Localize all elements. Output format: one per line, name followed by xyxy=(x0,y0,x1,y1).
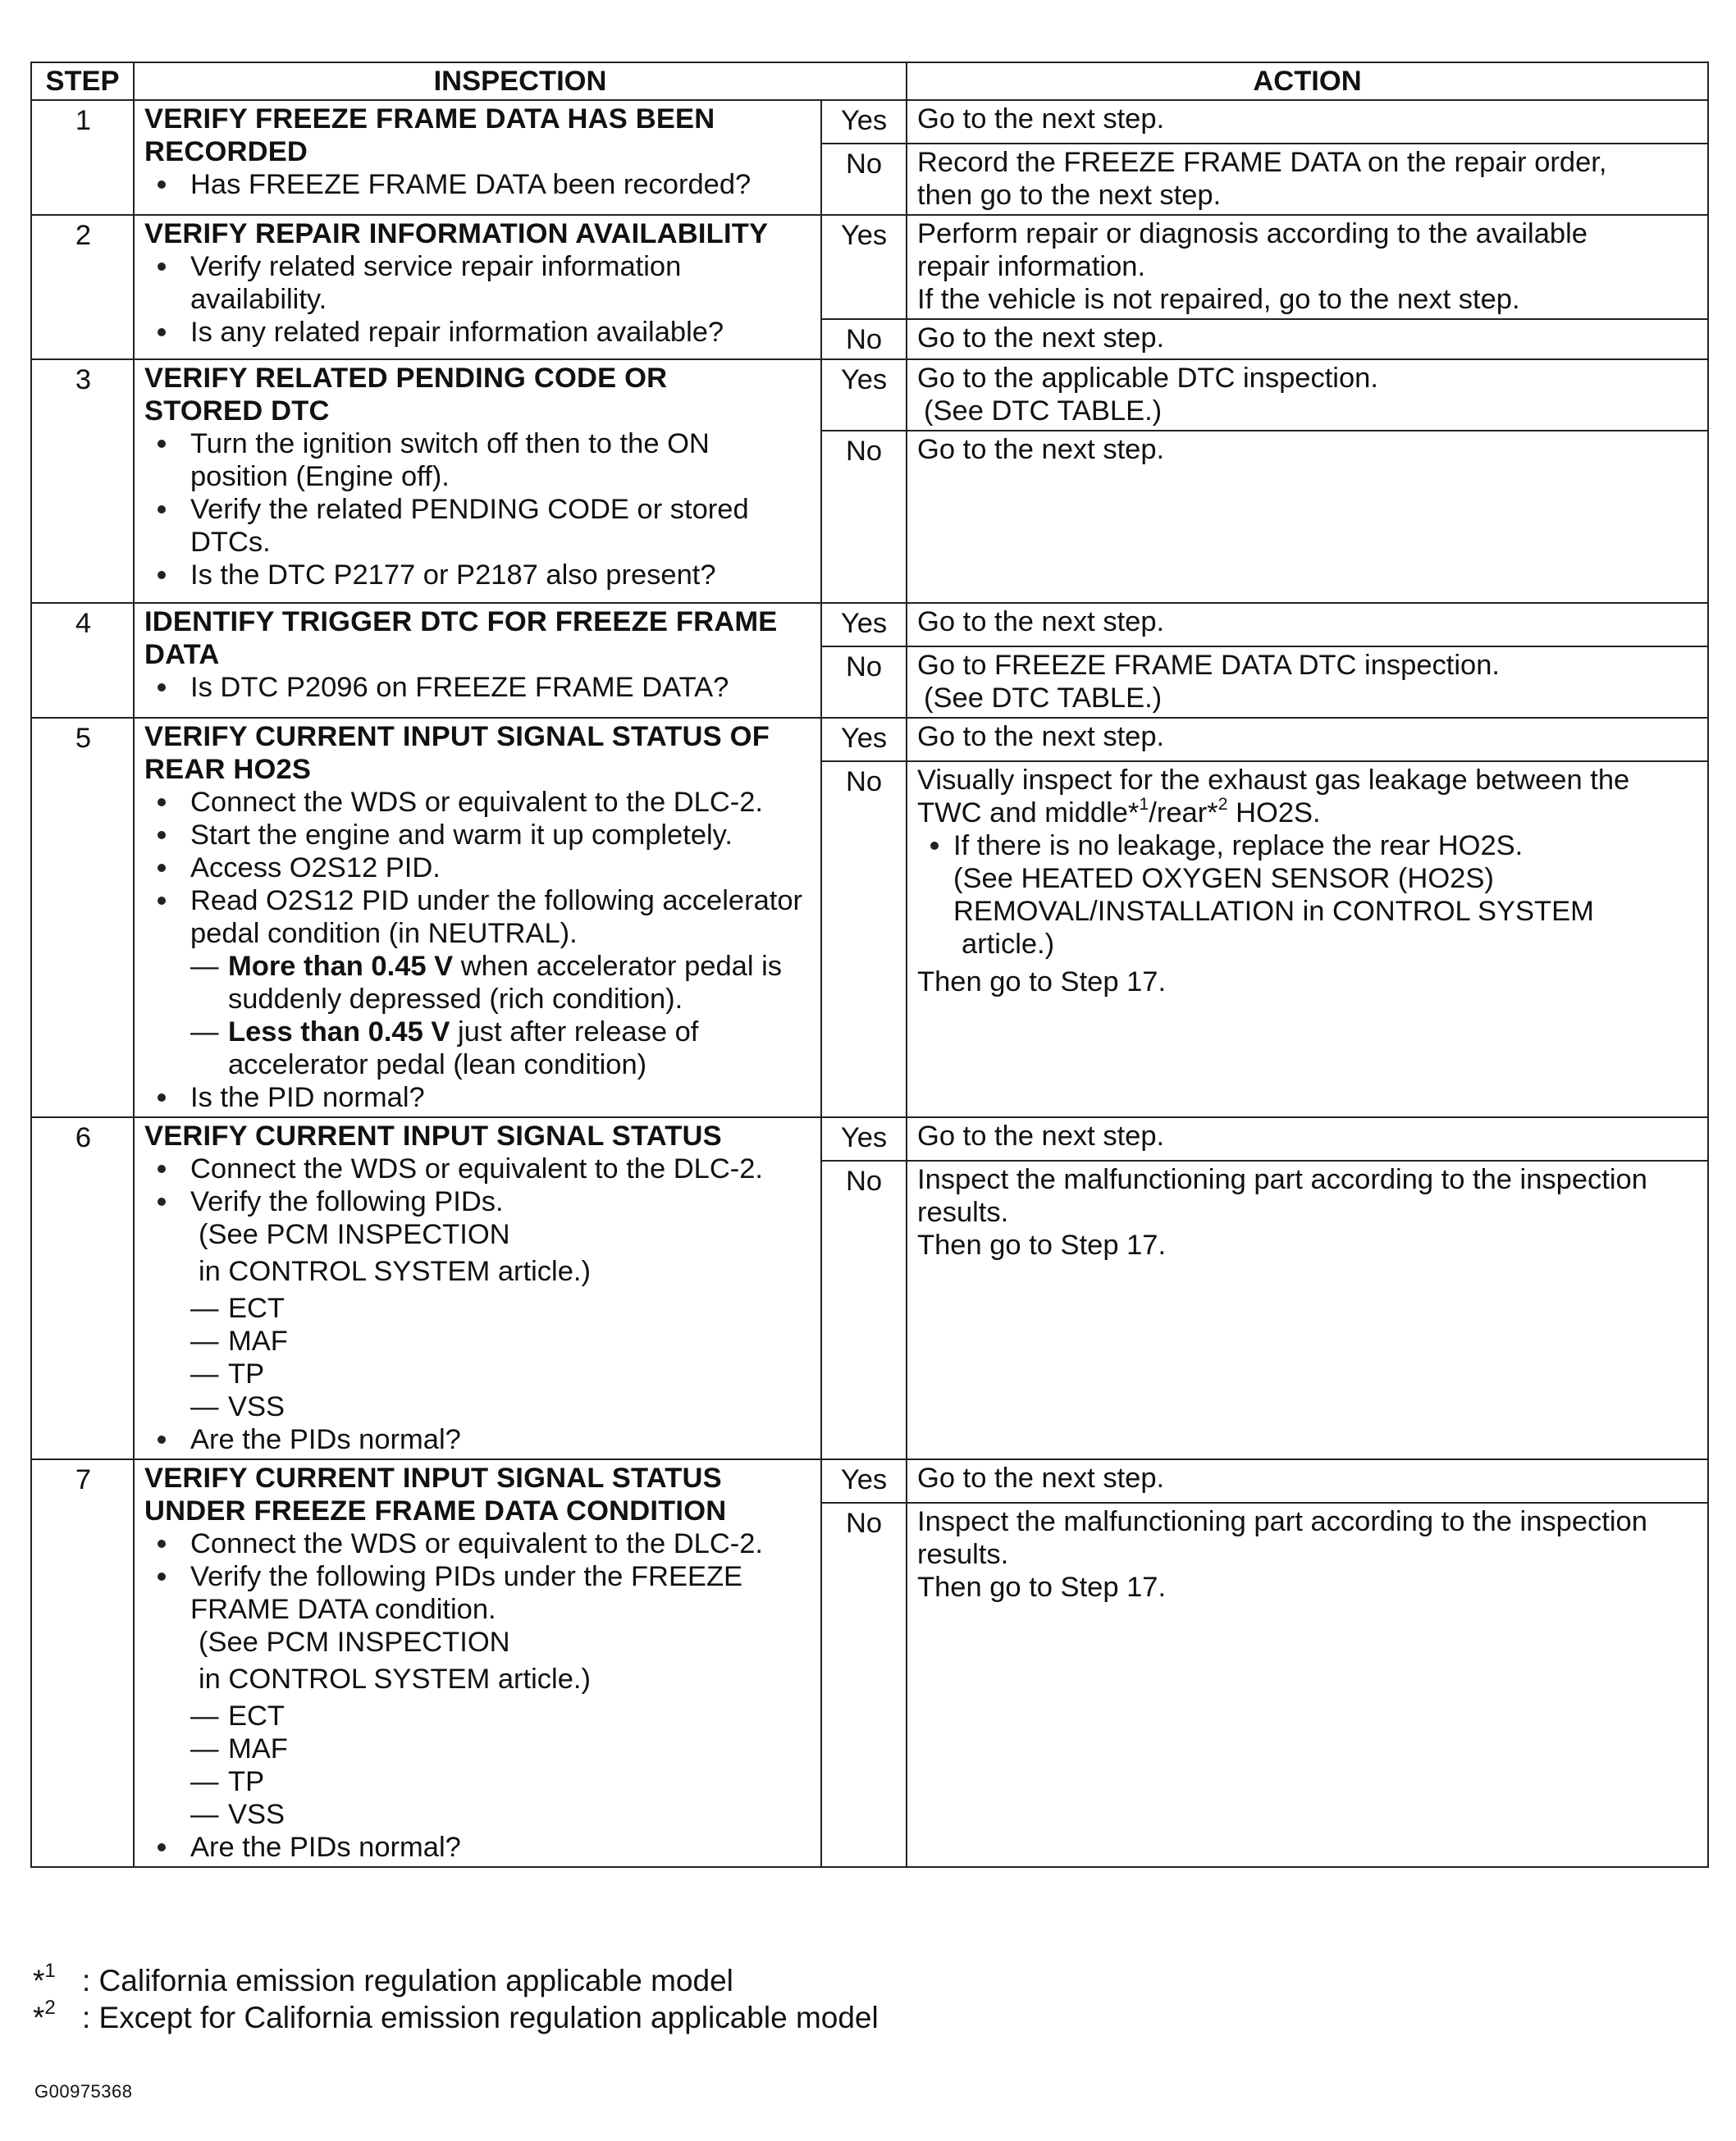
bullet-item: Turn the ignition switch off then to the ON position (Engine off). xyxy=(144,427,812,493)
answer-yes: Yes xyxy=(821,1117,907,1161)
diagnostic-procedure-table xyxy=(30,62,1709,1868)
action-yes: Go to the next step. xyxy=(907,1459,1708,1503)
action-no: Inspect the malfunctioning part according to the inspection results. Then go to Step 17. xyxy=(907,1503,1708,1867)
answer-no: No xyxy=(821,646,907,718)
bullet-item: Connect the WDS or equivalent to the DLC-2. xyxy=(144,1527,812,1560)
inspection-title: VERIFY CURRENT INPUT SIGNAL STATUS UNDER FREEZE FRAME DATA CONDITION xyxy=(144,1463,727,1527)
bullet-item: Verify the following PIDs. (See PCM INSPECTION in CONTROL SYSTEM article.) — ECT — MAF — TP — VSS xyxy=(144,1185,812,1423)
bullet-item: Access O2S12 PID. xyxy=(144,851,812,884)
pid-item: — MAF xyxy=(190,1325,812,1358)
step-inspection xyxy=(134,603,821,718)
pid-item: — VSS xyxy=(190,1798,812,1831)
step-inspection xyxy=(134,1459,821,1867)
bullet-item: If there is no leakage, replace the rear HO2S. (See HEATED OXYGEN SENSOR (HO2S) REMOVAL/INSTALLATION in CONTROL SYSTEM article.) xyxy=(917,829,1699,961)
inspection-bullets xyxy=(144,168,812,201)
header-step: STEP xyxy=(31,62,134,100)
step-inspection xyxy=(134,100,821,215)
answer-yes: Yes xyxy=(821,100,907,144)
bullet-item: Verify related service repair information availability. xyxy=(144,250,812,316)
step-inspection xyxy=(134,1117,821,1459)
answer-no: No xyxy=(821,319,907,359)
footnote-2: *$^2$ : Except for California emission regulation applicable model xyxy=(33,1997,879,2034)
step-number: 1 xyxy=(31,100,134,215)
bullet-item: Connect the WDS or equivalent to the DLC-2. xyxy=(144,1153,812,1185)
inspection-title: VERIFY FREEZE FRAME DATA HAS BEEN RECORDED xyxy=(144,103,715,167)
answer-yes: Yes xyxy=(821,215,907,319)
pid-item: — ECT xyxy=(190,1292,812,1325)
answer-no: No xyxy=(821,144,907,215)
bullet-item: Is the PID normal? xyxy=(144,1081,812,1114)
header-action: ACTION xyxy=(907,62,1708,100)
inspection-title: VERIFY CURRENT INPUT SIGNAL STATUS xyxy=(144,1121,722,1152)
figure-id: G00975368 xyxy=(34,2081,133,2102)
answer-no: No xyxy=(821,1503,907,1867)
footnote-1: *$^1$ : California emission regulation applicable model xyxy=(33,1960,733,1997)
answer-yes: Yes xyxy=(821,718,907,761)
inspection-title: VERIFY REPAIR INFORMATION AVAILABILITY xyxy=(144,218,769,249)
action-yes: Go to the applicable DTC inspection. (See DTC TABLE.) xyxy=(907,359,1708,431)
pid-list xyxy=(190,1292,812,1423)
inspection-bullets xyxy=(144,250,812,349)
step-5-yes-row xyxy=(31,718,1708,761)
step-2-yes-row xyxy=(31,215,1708,319)
answer-no: No xyxy=(821,431,907,603)
pid-item: — TP xyxy=(190,1765,812,1798)
inspection-bullets xyxy=(144,1153,812,1456)
answer-no: No xyxy=(821,1161,907,1459)
bullet-item: Are the PIDs normal? xyxy=(144,1423,812,1456)
bullet-item: Verify the following PIDs under the FREEZE FRAME DATA condition. (See PCM INSPECTION in CONTROL SYSTEM article.) — ECT — MAF — TP — VSS xyxy=(144,1560,812,1831)
step-3-yes-row xyxy=(31,359,1708,431)
action-yes: Go to the next step. xyxy=(907,718,1708,761)
bullet-item: Verify the related PENDING CODE or stored DTCs. xyxy=(144,493,812,559)
action-no: Record the FREEZE FRAME DATA on the repair order, then go to the next step. xyxy=(907,144,1708,215)
pid-list xyxy=(190,1700,812,1831)
pid-item: — ECT xyxy=(190,1700,812,1732)
action-no: Inspect the malfunctioning part according to the inspection results. Then go to Step 17. xyxy=(907,1161,1708,1459)
answer-no: No xyxy=(821,761,907,1117)
pid-item: — TP xyxy=(190,1358,812,1390)
bullet-item: Start the engine and warm it up completely. xyxy=(144,819,812,851)
step-number: 2 xyxy=(31,215,134,359)
bullet-item: Read O2S12 PID under the following accelerator pedal condition (in NEUTRAL). — More than 0.45 V when accelerator pedal is suddenly depressed (rich condition). — Less than 0.45 V just after release of accelerator pedal (lean condition) xyxy=(144,884,812,1081)
action-no: Go to the next step. xyxy=(907,319,1708,359)
condition-list xyxy=(190,950,812,1081)
bullet-item: Is the DTC P2177 or P2187 also present? xyxy=(144,559,812,591)
step-inspection xyxy=(134,215,821,359)
bullet-item: Connect the WDS or equivalent to the DLC-2. xyxy=(144,786,812,819)
action-bullets xyxy=(917,829,1699,961)
inspection-bullets xyxy=(144,427,812,591)
action-no: Visually inspect for the exhaust gas leakage between the TWC and middle*$^1$/rear*$^2$ HO2S. If there is no leakage, replace the rear HO2S. (See HEATED OXYGEN SENSOR (HO2S) REMOVAL/INSTALLATION in CONTROL SYSTEM article.) Then go to Step 17. xyxy=(907,761,1708,1117)
action-no: Go to FREEZE FRAME DATA DTC inspection. (See DTC TABLE.) xyxy=(907,646,1708,718)
step-number: 3 xyxy=(31,359,134,603)
action-no: Go to the next step. xyxy=(907,431,1708,603)
action-yes: Go to the next step. xyxy=(907,100,1708,144)
inspection-bullets xyxy=(144,786,812,1114)
inspection-bullets xyxy=(144,671,812,704)
step-7-yes-row xyxy=(31,1459,1708,1503)
answer-yes: Yes xyxy=(821,603,907,646)
pid-item: — VSS xyxy=(190,1390,812,1423)
step-number: 4 xyxy=(31,603,134,718)
answer-yes: Yes xyxy=(821,359,907,431)
step-6-yes-row xyxy=(31,1117,1708,1161)
step-1-yes-row xyxy=(31,100,1708,144)
inspection-title: VERIFY CURRENT INPUT SIGNAL STATUS OF REAR HO2S xyxy=(144,721,770,785)
header-inspection: INSPECTION xyxy=(134,62,907,100)
step-4-yes-row xyxy=(31,603,1708,646)
step-inspection xyxy=(134,359,821,603)
bullet-item: Is DTC P2096 on FREEZE FRAME DATA? xyxy=(144,671,812,704)
bullet-item: Has FREEZE FRAME DATA been recorded? xyxy=(144,168,812,201)
inspection-title: VERIFY RELATED PENDING CODE OR STORED DTC xyxy=(144,363,668,427)
action-yes: Go to the next step. xyxy=(907,603,1708,646)
inspection-bullets xyxy=(144,1527,812,1864)
footnotes xyxy=(33,1962,879,2036)
table-header-row xyxy=(31,62,1708,100)
bullet-item: Is any related repair information available? xyxy=(144,316,812,349)
step-number: 5 xyxy=(31,718,134,1117)
inspection-title: IDENTIFY TRIGGER DTC FOR FREEZE FRAME DATA xyxy=(144,606,778,670)
condition-item: — Less than 0.45 V just after release of accelerator pedal (lean condition) xyxy=(190,1016,812,1081)
action-yes: Go to the next step. xyxy=(907,1117,1708,1161)
step-number: 7 xyxy=(31,1459,134,1867)
step-number: 6 xyxy=(31,1117,134,1459)
bullet-item: Are the PIDs normal? xyxy=(144,1831,812,1864)
pid-item: — MAF xyxy=(190,1732,812,1765)
step-inspection xyxy=(134,718,821,1117)
action-yes: Perform repair or diagnosis according to the available repair information. If the vehicle is not repaired, go to the next step. xyxy=(907,215,1708,319)
answer-yes: Yes xyxy=(821,1459,907,1503)
condition-item: — More than 0.45 V when accelerator pedal is suddenly depressed (rich condition). xyxy=(190,950,812,1016)
